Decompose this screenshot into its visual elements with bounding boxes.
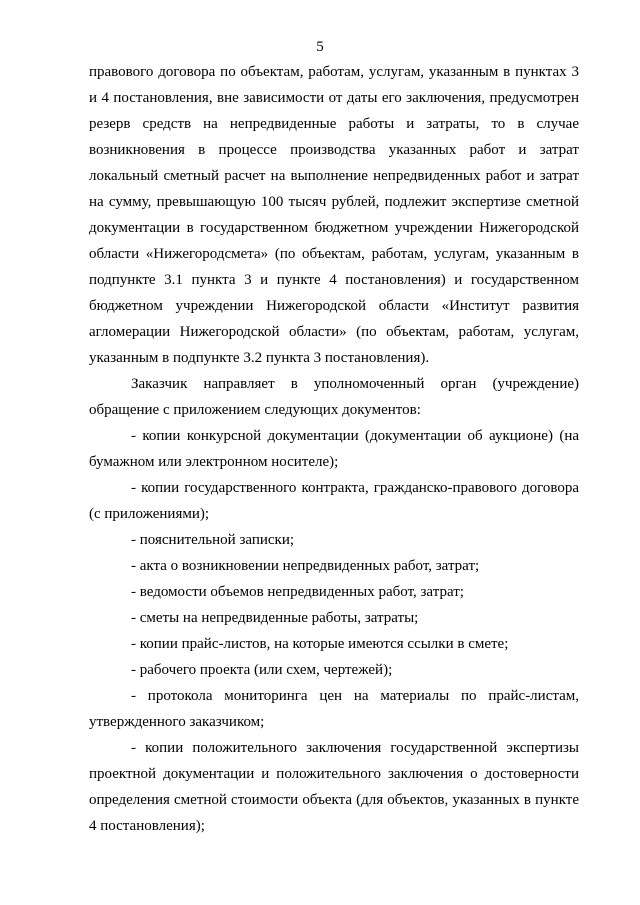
list-item-tender-docs: - копии конкурсной документации (документации об аукционе) (на бумажном или электронном носителе); xyxy=(89,428,579,470)
page-number: 5 xyxy=(316,39,324,55)
paragraph-customer-sends: Заказчик направляет в уполномоченный орган (учреждение) обращение с приложением следующих документов: xyxy=(89,376,579,418)
paragraph-continuation: правового договора по объектам, работам, услугам, указанным в пунктах 3 и 4 постановления, вне зависимости от даты его заключения, предусмотрен резерв средств на непредвиденные работы и затраты, то в случае возникновения в процессе производства указанных работ и затрат локальный сметный расчет на выполнение непредвиденных работ и затрат на сумму, превышающую 100 тысяч рублей, подлежит экспертизе сметной документации в государственном бюджетном учреждении Нижегородской области «Нижегородсмета» (по объектам, работам, услугам, указанным в подпункте 3.1 пункта 3 и пункте 4 постановления) и государственном бюджетном учреждении Нижегородской области «Институт развития агломерации Нижегородской области» (по объектам, работам, услугам, указанным в подпункте 3.2 пункта 3 постановления). xyxy=(89,64,579,366)
document-body xyxy=(89,59,579,839)
list-item-explanatory-note: - пояснительной записки; xyxy=(131,532,295,548)
list-item-estimates: - сметы на непредвиденные работы, затраты; xyxy=(131,610,419,626)
list-item-act: - акта о возникновении непредвиденных работ, затрат; xyxy=(131,558,480,574)
list-item-contract-copy: - копии государственного контракта, гражданско-правового договора (с приложениями); xyxy=(89,480,579,522)
list-item-price-lists: - копии прайс-листов, на которые имеются ссылки в смете; xyxy=(131,636,509,652)
list-item-volume-statement: - ведомости объемов непредвиденных работ, затрат; xyxy=(131,584,464,600)
list-item-expertise-conclusion: - копии положительного заключения государственной экспертизы проектной документации и положительного заключения о достоверности определения сметной стоимости объекта (для объектов, указанных в пункте 4 постановления); xyxy=(89,740,579,834)
list-item-price-monitoring: - протокола мониторинга цен на материалы по прайс-листам, утвержденного заказчиком; xyxy=(89,688,579,730)
list-item-working-project: - рабочего проекта (или схем, чертежей); xyxy=(131,662,393,678)
